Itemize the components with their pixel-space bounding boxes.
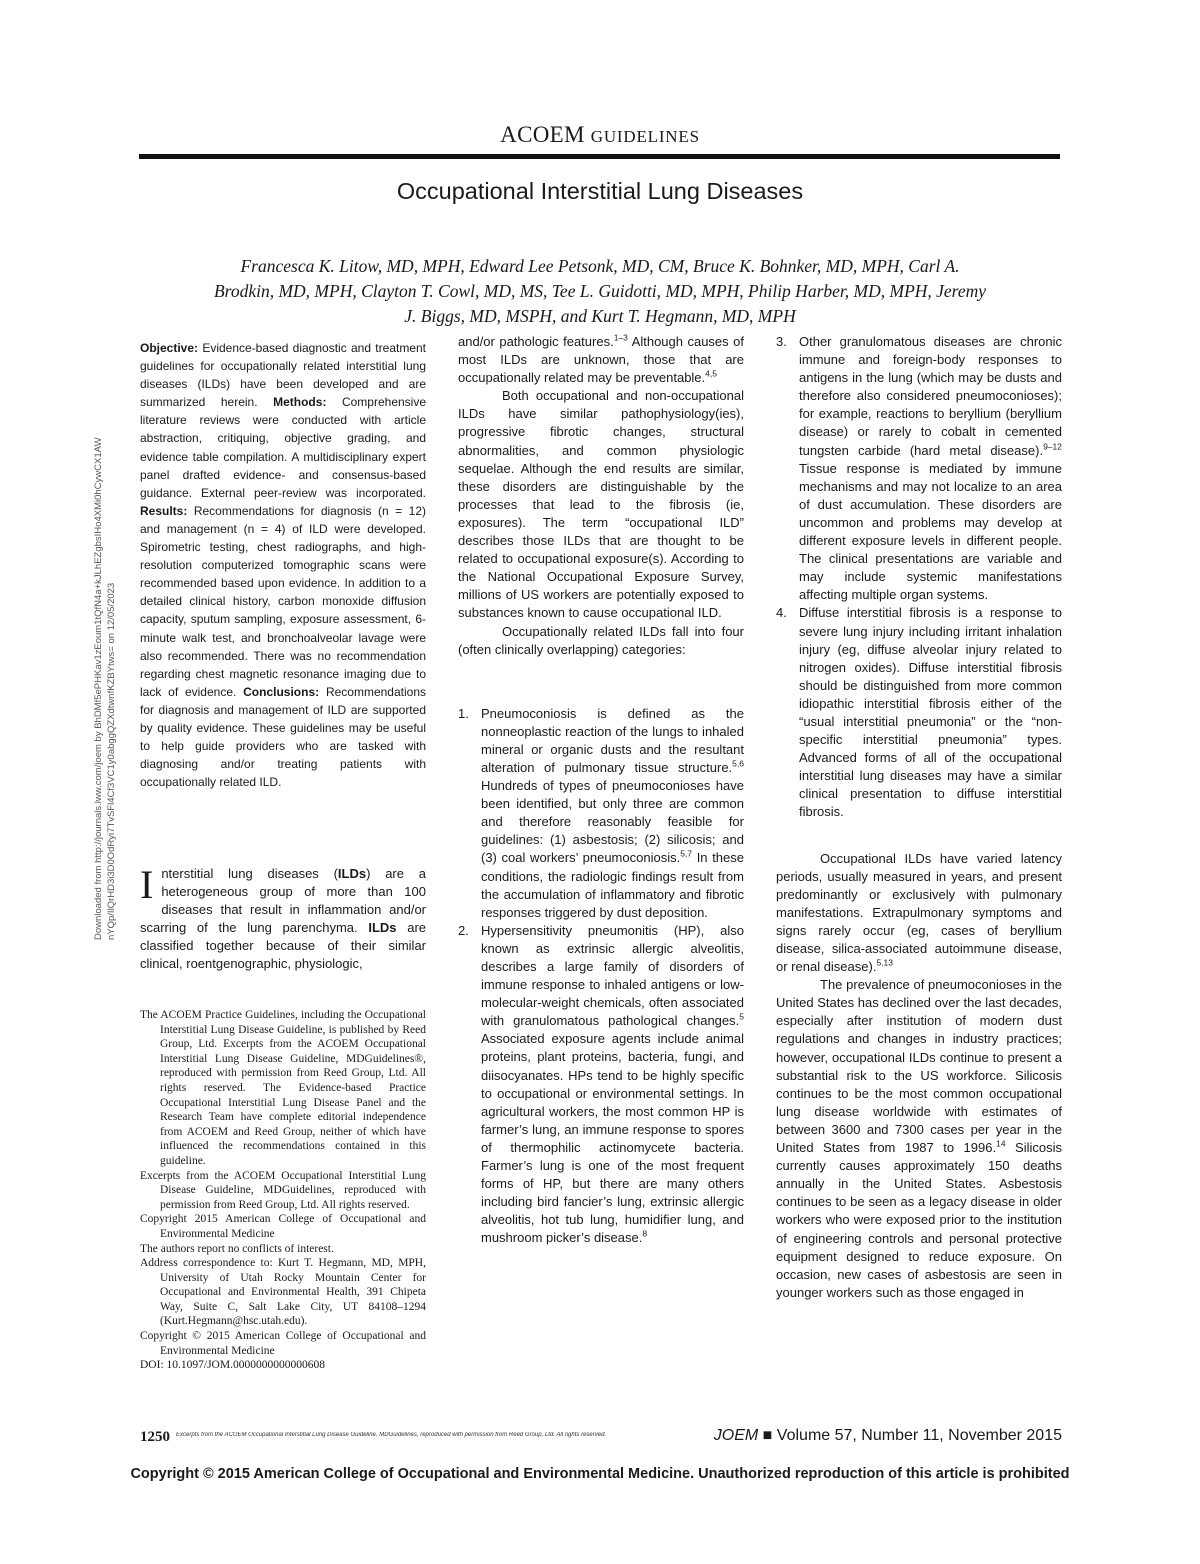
citation: 4,5 [705, 368, 717, 379]
item1-text-b: Hundreds of types of pneumoconioses have been identified, but only three are common and therefore reasonably feasible for guidelines: (1) asbestosis; (2) silicosis; and (3) coal workers’ pneumoconiosis. [481, 778, 744, 866]
intro-ild-term: ILDs [337, 866, 367, 881]
abstract-conclusions-label: Conclusions: [243, 684, 320, 699]
list-number: 2. [458, 922, 469, 938]
journal-name: JOEM [713, 1427, 759, 1444]
footnote-excerpts: Excerpts from the ACOEM Occupational Interstitial Lung Disease Guideline, MDGuidelines, reproduced with permission from Reed Group, Ltd. All rights reserved. [140, 1169, 426, 1211]
author-line-2: Brodkin, MD, MPH, Clayton T. Cowl, MD, MS, Tee L. Guidotti, MD, MPH, Philip Harber, MD, MPH, Jeremy [213, 281, 987, 301]
latency-text: Occupational ILDs have varied latency periods, usually measured in years, and present predominantly or exclusively with pulmonary manifestations. Extrapulmonary symptoms and signs rarely occur (eg, cases of beryllium disease, silica-associated autoimmune disease, or renal disease). [776, 850, 1062, 975]
series-smallcaps: GUIDELINES [590, 127, 700, 146]
footnote-doi: DOI: 10.1097/JOM.0000000000000608 [140, 1359, 325, 1372]
footnotes [140, 1008, 426, 1373]
footnote-conflicts: The authors report no conflicts of interest. [140, 1242, 334, 1255]
drop-cap: I [140, 862, 154, 907]
item3-text-b: Tissue response is mediated by immune mechanisms and may not localize to an area of dust accumulation. These disorders are uncommon and problems may develop at different exposure levels in different people. The clinical presentations are variable and may include systemic manifestations affecting multiple organ systems. [799, 460, 1062, 603]
abstract [140, 339, 426, 791]
col2-paragraph-3: Occupationally related ILDs fall into four (often clinically overlapping) categories: [458, 623, 744, 657]
abstract-methods: Comprehensive literature reviews were conducted with article abstraction, critiquing, objective grading, and evidence table compilation. A multidisciplinary expert panel drafted evidence- and consensus-based guidance. External peer-review was incorporated. [140, 395, 427, 500]
article-title: Occupational Interstitial Lung Diseases [396, 178, 804, 204]
intro-ild-term-2: ILDs [368, 920, 397, 936]
citation: 5,6 [732, 758, 744, 769]
citation: 5 [739, 1011, 744, 1022]
citation: 5,7 [680, 849, 693, 860]
abstract-results: Recommendations for diagnosis (n = 12) and management (n = 4) of ILD were developed. Spirometric testing, chest radiographs, and high-resolution computerized tomographic scans were recommended based upon evidence. In addition to a detailed clinical history, carbon monoxide diffusion capacity, sputum sampling, exposure assessment, 6-minute walk test, and bronchoalveolar lavage were also recommended. There was no recommendation regarding chest magnetic resonance imaging due to lack of evidence. [140, 503, 426, 699]
prevalence-text-b: Silicosis currently causes approximately 150 deaths annually in the United States. Asbestosis continues to be seen as a legacy disease in older workers who were exposed prior to the institution of engineering controls and personal protective equipment designed to reduce exposure. On occasion, new cases of asbestosis are seen in younger workers such as those engaged in [776, 1140, 1062, 1300]
intro-text-a: nterstitial lung diseases ( [161, 866, 338, 881]
footnote-copyright: Copyright 2015 American College of Occupational and Environmental Medicine [140, 1213, 426, 1240]
copyright-notice: Copyright © 2015 American College of Occupational and Environmental Medicine. Unauthorized reproduction of this article is prohibited [130, 1466, 1070, 1482]
list-item [776, 604, 1062, 821]
download-stamp-line-1: Downloaded from http://journals.lww.com/joem by BhDMf5ePHKav1zEoum1tQfN4a+kJLhEZgbsIHo4XMi0hCywCX1AW [93, 437, 104, 940]
prevalence-text: The prevalence of pneumoconioses in the United States has declined over the last decades, especially after institution of modern dust regulations and changes in industry practices; however, occupational ILDs continue to present a substantial risk to the US workforce. Silicosis continues to be the most common occupational lung disease worldwide with estimates of between 3600 and 7300 cases per year in the United States from 1987 to 1996. [776, 977, 1062, 1156]
volume-info: Volume 57, Number 11, November 2015 [776, 1427, 1062, 1444]
column-2 [458, 333, 744, 1248]
abstract-objective: Evidence-based diagnostic and treatment guidelines for occupationally related interstitial lung diseases (ILDs) have been developed and are summarized herein. [140, 341, 426, 410]
abstract-conclusions: Recommendations for diagnosis and management of ILD are supported by quality evidence. These guidelines may be useful to help guide providers who are tasked with diagnosing and/or treating patients with occupationally related ILD. [140, 684, 426, 790]
list-number: 1. [458, 705, 469, 721]
footnote-copyright-2: Copyright © 2015 American College of Occupational and Environmental Medicine [140, 1330, 426, 1357]
citation: 1–3 [613, 332, 628, 343]
col3-paragraph-prevalence [776, 976, 1062, 1302]
footer-fine-print: Excerpts from the ACOEM Occupational Interstitial Lung Disease Guideline, MDGuidelines, reproduced with permission from Reed Group, Ltd. All rights reserved. [176, 1432, 607, 1438]
category-list [458, 705, 744, 1248]
footnote-correspondence: Address correspondence to: Kurt T. Hegmann, MD, MPH, University of Utah Rocky Mountain Center for Occupational and Environmental Health, 391 Chipeta Way, Suite C, Salt Lake City, UT 84108–1294 (Kurt.Hegmann@hsc.utah.edu). [140, 1257, 426, 1328]
col3-paragraph-latency [776, 850, 1062, 977]
list-item [458, 922, 744, 1248]
col2-paragraph-1 [458, 333, 744, 387]
bullet-separator: ■ [762, 1427, 773, 1444]
author-line-3: J. Biggs, MD, MSPH, and Kurt T. Hegmann, MD, MPH [404, 306, 796, 326]
item1-text-c: In these conditions, the radiologic findings result from the accumulation of inflammatory and fibrotic responses triggered by dust deposition. [481, 850, 744, 920]
col2-p1-text: and/or pathologic features. [458, 334, 614, 349]
series-header [0, 122, 1200, 148]
item2-text: Hypersensitivity pneumonitis (HP), also known as extrinsic allergic alveolitis, describes a large family of disorders of immune response to inhaled antigens or low-molecular-weight chemicals, often associated with granulomatous pathological changes. [481, 922, 744, 1029]
intro-paragraph [140, 862, 426, 974]
series-main: ACOEM [500, 122, 585, 147]
citation: 8 [642, 1229, 648, 1240]
list-number: 4. [776, 605, 787, 621]
abstract-methods-label: Methods: [273, 395, 327, 410]
col2-paragraph-2: Both occupational and non-occupational ILDs have similar pathophysiology(ies), progressive fibrotic changes, structural abnormalities, and common physiologic sequelae. Although the end results are similar, these disorders are distinguishable by the processes that lead to the fibrosis (ie, exposures). The term “occupational ILD” describes those ILDs that are thought to be related to occupational exposure(s). According to the National Occupational Exposure Survey, millions of US workers are potentially exposed to substances known to cause occupational ILD. [458, 388, 744, 621]
list-item [776, 333, 1062, 604]
abstract-objective-label: Objective: [140, 341, 199, 355]
header-rule [139, 154, 1060, 159]
page-number: 1250 [140, 1429, 170, 1445]
list-number: 3. [776, 334, 787, 349]
item4-text: Diffuse interstitial fibrosis is a response to severe lung injury including irritant inhalation injury (eg, diffuse alveolar injury related to nitrogen oxides). Diffuse interstitial fibrosis should be distinguished from more common idiopathic interstitial fibrosis either of the “usual interstitial pneumonia” or the “non-specific interstitial pneumonia” types. Advanced forms of all of the occupational interstitial lung diseases may have a similar clinical presentation to diffuse interstitial fibrosis. [799, 605, 1062, 820]
download-stamp [92, 300, 117, 940]
footnote-guideline: The ACOEM Practice Guidelines, including the Occupational Interstitial Lung Disease Guideline, is published by Reed Group, Ltd. Excerpts from the ACOEM Occupational Interstitial Lung Disease Guideline, MDGuidelines®, reproduced with permission from Reed Group, Ltd. All rights reserved. The Evidence-based Practice Occupational Interstitial Lung Disease Panel and the Research Team have complete editorial independence from ACOEM and Reed Group, neither of which have influenced the recommendations contained in this guideline. [140, 1009, 426, 1167]
category-list-continued [776, 333, 1062, 822]
author-list [150, 254, 1050, 329]
citation: 9–12 [1043, 441, 1062, 452]
item1-text: Pneumoconiosis is defined as the nonneoplastic reaction of the lungs to inhaled mineral or organic dusts and the resultant alteration of pulmonary tissue structure. [481, 705, 744, 775]
column-3 [776, 333, 1062, 1302]
list-item [458, 705, 744, 922]
abstract-results-label: Results: [140, 503, 188, 518]
intro-text-c: are classified together because of their similar clinical, roentgenographic, physiologic, [140, 920, 426, 972]
author-line-1: Francesca K. Litow, MD, MPH, Edward Lee Petsonk, MD, CM, Bruce K. Bohnker, MD, MPH, Carl A. [240, 256, 960, 276]
journal-citation [697, 1427, 1062, 1445]
item3-text: Other granulomatous diseases are chronic immune and foreign-body responses to antigens in the lung (which may be dusts and therefore also considered pneumoconioses); for example, reactions to beryllium (beryllium disease) or rarely to cobalt in cemented tungsten carbide (hard metal disease). [799, 334, 1062, 458]
col2-p1-text-b: Although causes of most ILDs are unknown, those that are occupationally related may be preventable. [458, 334, 744, 386]
citation: 5,13 [876, 957, 893, 968]
intro-text-b: ) are a heterogeneous group of more than 100 diseases that result in inflammation and/or scarring of the lung parenchyma. [140, 866, 426, 936]
download-stamp-line-2: nYQp/IlQrHD3i3D0OdRyi7TvSFl4Cf3VC1y0abggQZXdtwnfKZBYtws= on 12/05/2023 [106, 582, 117, 940]
item2-text-b: Associated exposure agents include animal proteins, plant proteins, bacteria, fungi, and diisocyanates. HPs tend to be highly specific to occupational or environmental settings. In agricultural workers, the most common HP is farmer’s lung, an immune response to spores of thermophilic actinomycete bacteria. Farmer’s lung is one of the most frequent forms of HP, but there are many others including bird fancier’s lung, extrinsic allergic alveolitis, hot tub lung, humidifier lung, and mushroom picker’s disease. [481, 1031, 744, 1246]
citation: 14 [996, 1138, 1006, 1149]
